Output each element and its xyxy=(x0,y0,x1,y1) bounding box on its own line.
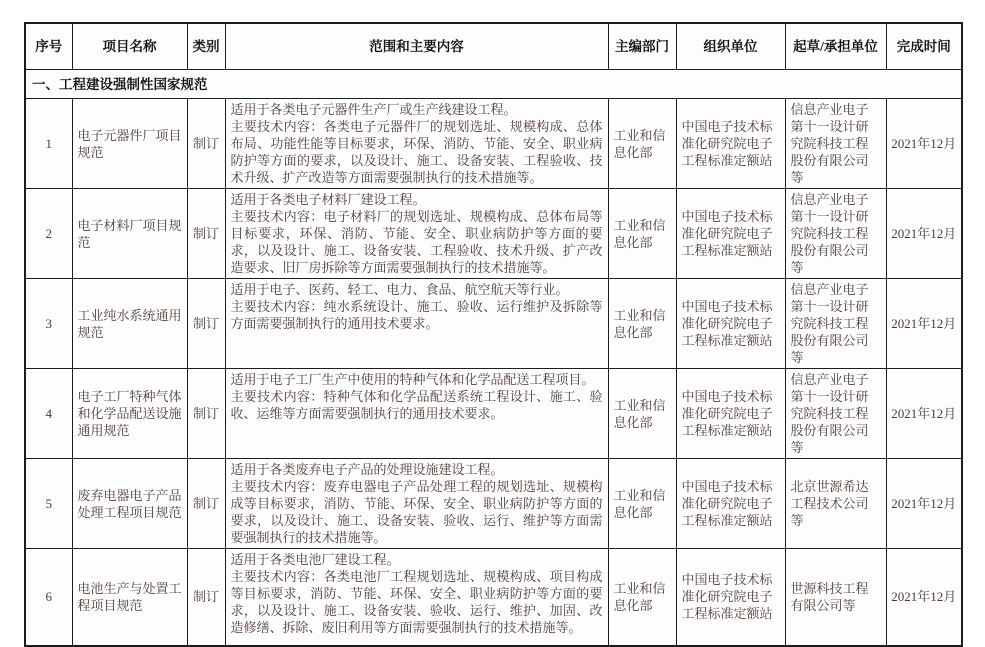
cell-category: 制订 xyxy=(187,459,225,549)
scope-main-content: 主要技术内容：特种气体和化学品配送系统工程设计、施工、验收、运维等方面需要强制执行的通用技术要求。 xyxy=(230,389,603,421)
cell-org: 中国电子技术标准化研究院电子工程标准定额站 xyxy=(676,279,785,369)
cell-scope xyxy=(225,189,608,279)
cell-no: 3 xyxy=(25,279,72,369)
table-row xyxy=(25,459,962,549)
col-header-date: 完成时间 xyxy=(886,23,962,70)
cell-dept: 工业和信息化部 xyxy=(608,279,676,369)
cell-date: 2021年12月 xyxy=(886,549,962,646)
scope-applicability: 适用于各类电子材料厂建设工程。 xyxy=(230,192,426,207)
cell-drafter: 信息产业电子第十一设计研究院科技工程股份有限公司等 xyxy=(785,279,886,369)
cell-category: 制订 xyxy=(187,99,225,189)
scope-applicability: 适用于各类电子元器件生产厂或生产线建设工程。 xyxy=(230,102,517,117)
table-row xyxy=(25,189,962,279)
cell-date: 2021年12月 xyxy=(886,369,962,459)
cell-no: 4 xyxy=(25,369,72,459)
cell-project-name: 废弃电器电子产品处理工程项目规范 xyxy=(72,459,187,549)
cell-scope xyxy=(225,369,608,459)
cell-project-name: 工业纯水系统通用规范 xyxy=(72,279,187,369)
table-row xyxy=(25,369,962,459)
col-header-dept: 主编部门 xyxy=(608,23,676,70)
cell-no: 2 xyxy=(25,189,72,279)
cell-project-name: 电子元器件厂项目规范 xyxy=(72,99,187,189)
cell-dept: 工业和信息化部 xyxy=(608,549,676,646)
scope-applicability: 适用于各类废弃电子产品的处理设施建设工程。 xyxy=(230,462,504,477)
cell-org: 中国电子技术标准化研究院电子工程标准定额站 xyxy=(676,189,785,279)
cell-dept: 工业和信息化部 xyxy=(608,189,676,279)
cell-org: 中国电子技术标准化研究院电子工程标准定额站 xyxy=(676,459,785,549)
scope-main-content: 主要技术内容：各类电子元器件厂的规划选址、规模构成、总体布局、功能性能等目标要求，环保、消防、节能、安全、职业病防护等方面的要求，以及设计、施工、设备安装、工程验收、技术升级、扩产改造等方面需要强制执行的技术措施等。 xyxy=(230,119,603,185)
cell-drafter: 信息产业电子第十一设计研究院科技工程股份有限公司等 xyxy=(785,369,886,459)
cell-dept: 工业和信息化部 xyxy=(608,99,676,189)
cell-project-name: 电池生产与处置工程项目规范 xyxy=(72,549,187,646)
col-header-category: 类别 xyxy=(187,23,225,70)
table-row xyxy=(25,549,962,646)
scope-main-content: 主要技术内容：纯水系统设计、施工、验收、运行维护及拆除等方面需要强制执行的通用技术要求。 xyxy=(230,299,603,331)
section-row xyxy=(25,70,962,99)
scope-applicability: 适用于电子工厂生产中使用的特种气体和化学品配送工程项目。 xyxy=(230,372,595,387)
cell-category: 制订 xyxy=(187,549,225,646)
cell-scope xyxy=(225,459,608,549)
cell-no: 5 xyxy=(25,459,72,549)
cell-dept: 工业和信息化部 xyxy=(608,369,676,459)
cell-category: 制订 xyxy=(187,279,225,369)
cell-category: 制订 xyxy=(187,369,225,459)
col-header-drafter: 起草/承担单位 xyxy=(785,23,886,70)
cell-no: 1 xyxy=(25,99,72,189)
cell-org: 中国电子技术标准化研究院电子工程标准定额站 xyxy=(676,549,785,646)
cell-date: 2021年12月 xyxy=(886,459,962,549)
table-row xyxy=(25,99,962,189)
col-header-project-name: 项目名称 xyxy=(72,23,187,70)
scope-main-content: 主要技术内容：电子材料厂的规划选址、规模构成、总体布局等目标要求，环保、消防、节能、安全、职业病防护等方面的要求，以及设计、施工、设备安装、工程验收、技术升级、扩产改造要求、旧厂房拆除等方面需要强制执行的技术措施等。 xyxy=(230,209,603,275)
col-header-org: 组织单位 xyxy=(676,23,785,70)
col-header-scope: 范围和主要内容 xyxy=(225,23,608,70)
cell-scope xyxy=(225,549,608,646)
cell-date: 2021年12月 xyxy=(886,279,962,369)
cell-drafter: 信息产业电子第十一设计研究院科技工程股份有限公司等 xyxy=(785,99,886,189)
scope-main-content: 主要技术内容：废弃电器电子产品处理工程的规划选址、规模构成等目标要求，消防、节能、环保、安全、职业病防护等方面的要求，以及设计、施工、设备安装、验收、运行、维护等方面需要强制执行的技术措施等。 xyxy=(230,479,603,545)
scope-applicability: 适用于电子、医药、轻工、电力、食品、航空航天等行业。 xyxy=(230,282,569,297)
header-row xyxy=(25,23,962,70)
cell-category: 制订 xyxy=(187,189,225,279)
cell-drafter: 信息产业电子第十一设计研究院科技工程股份有限公司等 xyxy=(785,189,886,279)
cell-org: 中国电子技术标准化研究院电子工程标准定额站 xyxy=(676,99,785,189)
cell-scope xyxy=(225,279,608,369)
standards-plan-table xyxy=(24,22,963,647)
cell-drafter: 北京世源希达工程技术公司等 xyxy=(785,459,886,549)
cell-drafter: 世源科技工程有限公司等 xyxy=(785,549,886,646)
cell-no: 6 xyxy=(25,549,72,646)
scope-main-content: 主要技术内容：各类电池厂工程规划选址、规模构成、项目构成等目标要求，消防、节能、环保、安全、职业病防护等方面的要求，以及设计、施工、设备安装、验收、运行、维护、加固、改造修缮、拆除、废旧利用等方面需要强制执行的技术措施等。 xyxy=(230,569,603,635)
cell-org: 中国电子技术标准化研究院电子工程标准定额站 xyxy=(676,369,785,459)
cell-dept: 工业和信息化部 xyxy=(608,459,676,549)
cell-scope xyxy=(225,99,608,189)
section-title: 一、工程建设强制性国家规范 xyxy=(25,70,962,99)
cell-date: 2021年12月 xyxy=(886,99,962,189)
table-row xyxy=(25,279,962,369)
col-header-no: 序号 xyxy=(25,23,72,70)
cell-date: 2021年12月 xyxy=(886,189,962,279)
cell-project-name: 电子工厂特种气体和化学品配送设施通用规范 xyxy=(72,369,187,459)
cell-project-name: 电子材料厂项目规范 xyxy=(72,189,187,279)
scope-applicability: 适用于各类电池厂建设工程。 xyxy=(230,552,400,567)
